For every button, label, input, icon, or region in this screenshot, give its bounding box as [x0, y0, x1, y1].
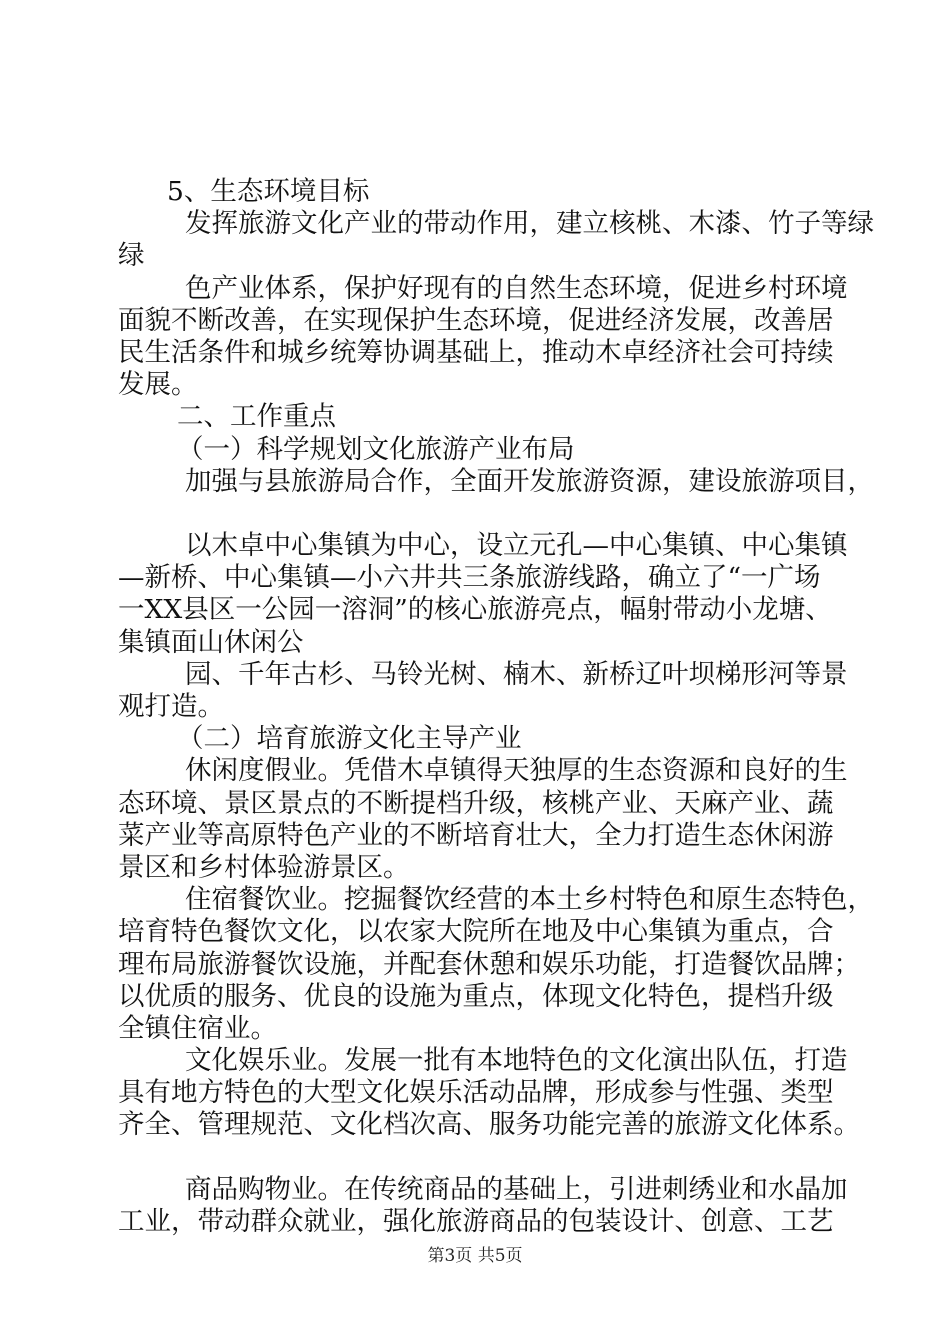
subsection-heading: （二）培育旅游文化主导产业: [177, 723, 522, 755]
section-heading: 5、生态环境目标: [167, 176, 370, 207]
subsection-heading: （一）科学规划文化旅游产业布局: [177, 433, 575, 465]
paragraph-line: 园、千年古杉、马铃光树、楠木、新桥辽叶坝梯形河等景: [185, 658, 848, 690]
paragraph-line: 以木卓中心集镇为中心，设立元孔—中心集镇、中心集镇: [185, 530, 848, 562]
paragraph-line: 加强与县旅游局合作，全面开发旅游资源，建设旅游项目，: [185, 465, 874, 497]
page-number-footer: 第3页 共5页: [427, 1246, 523, 1266]
paragraph-line: 理布局旅游餐饮设施，并配套休憩和娱乐功能，打造餐饮品牌；: [118, 948, 860, 980]
paragraph-line: 住宿餐饮业。挖掘餐饮经营的本土乡村特色和原生态特色，: [185, 884, 874, 916]
paragraph-line: 态环境、景区景点的不断提档升级，核桃产业、天麻产业、蔬: [118, 787, 834, 819]
paragraph-line: 景区和乡村体验游景区。: [118, 851, 410, 883]
blank-gap: [118, 1142, 838, 1174]
paragraph-line: 文化娱乐业。发展一批有本地特色的文化演出队伍，打造: [185, 1045, 848, 1077]
paragraph-line: 发展。: [118, 369, 198, 401]
paragraph-line: 绿: [118, 240, 145, 272]
paragraph-line: 发挥旅游文化产业的带动作用，建立核桃、木漆、竹子等绿: [185, 208, 874, 240]
paragraph-line: 齐全、管理规范、文化档次高、服务功能完善的旅游文化体系。: [118, 1109, 860, 1141]
paragraph-line: 面貌不断改善，在实现保护生态环境，促进经济发展，改善居: [118, 304, 834, 336]
paragraph-line: 工业，带动群众就业，强化旅游商品的包装设计、创意、工艺: [118, 1206, 834, 1237]
paragraph-line: 商品购物业。在传统商品的基础上，引进刺绣业和水晶加: [185, 1173, 848, 1205]
blank-gap: [118, 498, 838, 530]
paragraph-line: 民生活条件和城乡统筹协调基础上，推动木卓经济社会可持续: [118, 336, 834, 368]
paragraph-line: 具有地方特色的大型文化娱乐活动品牌，形成参与性强、类型: [118, 1077, 834, 1109]
section-heading: 二、工作重点: [177, 401, 336, 433]
paragraph-line: 培育特色餐饮文化，以农家大院所在地及中心集镇为重点，合: [118, 916, 834, 948]
paragraph-line: 全镇住宿业。: [118, 1012, 277, 1044]
paragraph-line: 休闲度假业。凭借木卓镇得天独厚的生态资源和良好的生: [185, 755, 848, 787]
paragraph-line: 菜产业等高原特色产业的不断培育壮大，全力打造生态休闲游: [118, 819, 834, 851]
paragraph-line: 以优质的服务、优良的设施为重点，体现文化特色，提档升级: [118, 980, 834, 1012]
paragraph-line: —新桥、中心集镇—小六井共三条旅游线路，确立了“一广场: [118, 562, 821, 594]
paragraph-line: 集镇面山休闲公: [118, 626, 304, 658]
paragraph-line: 一XX县区一公园一溶洞”的核心旅游亮点，幅射带动小龙塘、: [118, 594, 832, 626]
paragraph-line: 观打造。: [118, 691, 224, 722]
document-body: [118, 176, 874, 1238]
paragraph-line: 色产业体系，保护好现有的自然生态环境，促进乡村环境: [185, 272, 848, 304]
